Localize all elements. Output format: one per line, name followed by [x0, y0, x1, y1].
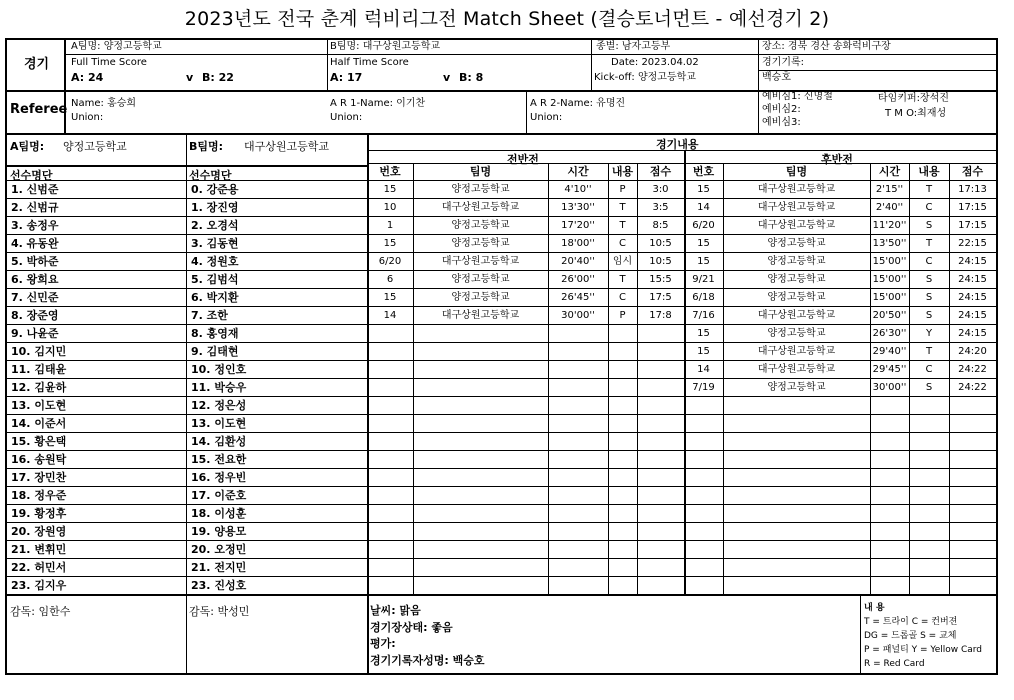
second-half-event-type: T — [925, 238, 933, 249]
team-a-player: 6. 왕희요 — [11, 273, 59, 286]
second-half-event-score: 24:15 — [958, 328, 987, 339]
second-half-col-header: 팀명 — [785, 165, 808, 178]
ar2-union: Union: — [530, 112, 563, 123]
team-b-player: 4. 정원호 — [191, 255, 239, 268]
second-half-event-no: 7/16 — [692, 310, 715, 321]
second-half-event-team: 대구상원고등학교 — [757, 346, 836, 357]
team-b-player: 20. 오정민 — [191, 543, 247, 556]
half-time-a: A: 17 — [330, 71, 363, 84]
first-half-event-type: P — [619, 184, 626, 195]
team-a-player: 4. 유동완 — [11, 237, 59, 250]
team-a-player: 15. 황은택 — [11, 435, 67, 448]
second-half-event-type: C — [925, 364, 933, 375]
match-sheet — [5, 38, 998, 675]
second-half-event-score: 24:15 — [958, 292, 987, 303]
second-half-event-no: 15 — [697, 328, 710, 339]
team-b-player: 13. 이도현 — [191, 417, 247, 430]
second-half-event-no: 6/18 — [692, 292, 715, 303]
team-a-player: 11. 김태윤 — [11, 363, 67, 376]
second-half-event-time: 20'50'' — [872, 310, 907, 321]
team-a-player: 12. 김윤하 — [11, 381, 67, 394]
category-label: 종별: 남자고등부 — [596, 41, 671, 52]
second-half-event-time: 29'45'' — [872, 364, 907, 375]
team-a-player: 7. 신민준 — [11, 291, 59, 304]
first-half-event-team: 양정고등학교 — [451, 238, 510, 249]
first-half-event-time: 26'45'' — [561, 292, 595, 303]
half-time-label: Half Time Score — [330, 57, 409, 68]
first-half-event-team: 대구상원고등학교 — [441, 256, 520, 267]
legend-line: DG = 드롭골 S = 교체 — [864, 631, 957, 641]
second-half-event-time: 13'50'' — [872, 238, 907, 249]
team-b-player: 23. 진성호 — [191, 579, 247, 592]
team-a-player: 8. 장준영 — [11, 309, 59, 322]
second-half-event-type: T — [925, 346, 933, 357]
first-half-col-header: 내용 — [611, 165, 634, 178]
second-half-event-time: 30'00'' — [872, 382, 907, 393]
team-b-player: 15. 전요한 — [191, 453, 247, 466]
recorder-name: 경기기록자성명: 백승호 — [370, 654, 485, 667]
second-half-header: 후반전 — [821, 153, 853, 166]
second-half-event-score: 24:20 — [958, 346, 987, 357]
referee-union: Union: — [71, 112, 104, 123]
second-half-event-type: C — [925, 202, 933, 213]
team-a-player: 10. 김지민 — [11, 345, 67, 358]
first-half-event-score: 8:5 — [652, 220, 669, 231]
ar1-union: Union: — [330, 112, 363, 123]
second-half-event-type: S — [925, 382, 933, 393]
first-half-event-score: 17:5 — [649, 292, 672, 303]
team-a-player: 23. 김지우 — [11, 579, 67, 592]
second-half-event-no: 14 — [697, 364, 710, 375]
team-b-roster-header: 선수명단 — [189, 169, 232, 182]
second-half-event-team: 대구상원고등학교 — [757, 184, 836, 195]
second-half-event-score: 17:13 — [958, 184, 987, 195]
match-date: Date: 2023.04.02 — [611, 57, 699, 68]
team-b-player: 7. 조한 — [191, 309, 228, 322]
first-half-event-time: 4'10'' — [564, 184, 592, 195]
weather: 날씨: 맑음 — [370, 604, 421, 617]
legend-title: 내 용 — [864, 603, 885, 613]
team-a-header-name: 양정고등학교 — [63, 140, 127, 153]
first-half-event-no: 6 — [386, 274, 394, 285]
team-a-player: 5. 박하준 — [11, 255, 59, 268]
team-a-label: A팀명: 양정고등학교 — [71, 41, 162, 52]
second-half-event-score: 24:22 — [958, 364, 987, 375]
second-half-event-no: 6/20 — [692, 220, 715, 231]
timekeeper: 타임키퍼:장석진 — [878, 93, 949, 104]
legend-line: P = 패널티 Y = Yellow Card — [864, 645, 983, 655]
record-name: 백승호 — [762, 72, 791, 83]
first-half-event-type: C — [619, 238, 626, 249]
second-half-event-score: 17:15 — [958, 202, 987, 213]
second-half-event-no: 15 — [697, 346, 710, 357]
full-time-a: A: 24 — [71, 71, 104, 84]
second-half-event-team: 양정고등학교 — [767, 238, 826, 249]
team-b-player: 8. 홍영재 — [191, 327, 239, 340]
first-half-event-no: 1 — [386, 220, 394, 231]
tmo: T M O:최재성 — [885, 108, 947, 119]
team-a-player: 14. 이준서 — [11, 417, 67, 430]
second-half-event-no: 7/19 — [692, 382, 715, 393]
first-half-event-time: 17'20'' — [561, 220, 595, 231]
first-half-event-type: T — [619, 202, 626, 213]
reserve-referee-2: 예비심2: — [762, 104, 801, 115]
second-half-event-score: 17:15 — [958, 220, 987, 231]
team-b-player: 19. 양용모 — [191, 525, 247, 538]
second-half-event-no: 15 — [697, 238, 710, 249]
reserve-referee-3: 예비심3: — [762, 117, 801, 128]
coach-b: 감독: 박성민 — [189, 605, 250, 618]
team-b-header-name: 대구상원고등학교 — [244, 140, 330, 153]
full-time-label: Full Time Score — [71, 57, 147, 68]
second-half-event-time: 26'30'' — [872, 328, 907, 339]
team-a-player: 2. 신범규 — [11, 201, 59, 214]
second-half-event-team: 대구상원고등학교 — [757, 310, 836, 321]
first-half-event-score: 17:8 — [649, 310, 672, 321]
coach-a: 감독: 임한수 — [10, 605, 71, 618]
team-b-player: 2. 오경석 — [191, 219, 239, 232]
second-half-event-no: 15 — [697, 184, 710, 195]
second-half-event-type: S — [925, 220, 933, 231]
first-half-event-type: 임시 — [612, 256, 633, 267]
first-half-event-time: 13'30'' — [561, 202, 595, 213]
first-half-event-no: 15 — [383, 238, 397, 249]
team-b-player: 14. 김환성 — [191, 435, 247, 448]
second-half-col-header: 번호 — [692, 165, 715, 178]
second-half-event-no: 15 — [697, 256, 710, 267]
team-b-player: 17. 이준호 — [191, 489, 247, 502]
second-half-event-type: S — [925, 310, 933, 321]
first-half-event-no: 6/20 — [378, 256, 402, 267]
second-half-event-score: 24:15 — [958, 256, 987, 267]
second-half-event-score: 24:15 — [958, 310, 987, 321]
second-half-event-type: S — [925, 292, 933, 303]
half-time-b: B: 8 — [459, 71, 484, 84]
first-half-event-time: 18'00'' — [561, 238, 595, 249]
second-half-event-team: 대구상원고등학교 — [757, 364, 836, 375]
team-a-player: 3. 송정우 — [11, 219, 59, 232]
team-b-player: 9. 김태현 — [191, 345, 239, 358]
first-half-event-type: C — [619, 292, 626, 303]
team-b-label: B팀명: 대구상원고등학교 — [330, 41, 441, 52]
second-half-event-score: 24:15 — [958, 274, 987, 285]
second-half-event-time: 2'40'' — [875, 202, 904, 213]
first-half-event-score: 3:0 — [652, 184, 669, 195]
first-half-event-time: 20'40'' — [561, 256, 595, 267]
first-half-event-type: P — [619, 310, 626, 321]
team-a-player: 17. 장민찬 — [11, 471, 67, 484]
ar1-name: A R 1-Name: 이기찬 — [330, 98, 426, 109]
second-half-event-team: 양정고등학교 — [767, 292, 826, 303]
second-half-event-team: 대구상원고등학교 — [757, 220, 836, 231]
first-half-header: 전반전 — [507, 153, 539, 166]
team-a-player: 1. 신범준 — [11, 183, 59, 196]
first-half-col-header: 시간 — [567, 165, 589, 178]
team-b-player: 6. 박지환 — [191, 291, 239, 304]
team-a-roster-header: 선수명단 — [10, 169, 53, 182]
second-half-event-type: S — [925, 274, 933, 285]
team-b-player: 3. 김동현 — [191, 237, 239, 250]
first-half-event-type: T — [619, 220, 626, 231]
team-b-player: 21. 전지민 — [191, 561, 247, 574]
second-half-col-header: 내용 — [918, 165, 940, 178]
first-half-event-type: T — [619, 274, 626, 285]
match-content-header: 경기내용 — [656, 138, 699, 151]
second-half-event-team: 양정고등학교 — [767, 382, 826, 393]
team-a-player: 13. 이도현 — [11, 399, 67, 412]
second-half-event-time: 29'40'' — [872, 346, 907, 357]
team-a-player: 16. 송원탁 — [11, 453, 67, 466]
first-half-event-time: 26'00'' — [561, 274, 595, 285]
ar2-name: A R 2-Name: 유명진 — [530, 98, 626, 109]
first-half-event-no: 15 — [383, 292, 397, 303]
second-half-event-no: 9/21 — [692, 274, 715, 285]
first-half-event-team: 대구상원고등학교 — [441, 310, 520, 321]
referee-label: Referee — [10, 102, 68, 117]
full-time-v: v — [186, 71, 194, 84]
second-half-event-type: C — [925, 256, 933, 267]
second-half-event-team: 양정고등학교 — [767, 274, 826, 285]
team-a-header-label: A팀명: — [10, 140, 45, 153]
team-a-player: 9. 나윤준 — [11, 327, 59, 340]
first-half-event-team: 양정고등학교 — [451, 274, 510, 285]
team-b-player: 11. 박승우 — [191, 381, 247, 394]
team-b-player: 0. 강준용 — [191, 183, 239, 196]
team-a-player: 19. 황정후 — [11, 507, 67, 520]
first-half-event-score: 10:5 — [649, 238, 672, 249]
half-time-v: v — [443, 71, 451, 84]
legend-line: T = 트라이 C = 컨버젼 — [864, 617, 958, 627]
first-half-event-no: 15 — [383, 184, 397, 195]
second-half-event-score: 22:15 — [958, 238, 987, 249]
team-a-player: 22. 허민서 — [11, 561, 67, 574]
second-half-event-team: 양정고등학교 — [767, 256, 826, 267]
record-label: 경기기록: — [762, 57, 805, 68]
ground-condition: 경기장상태: 좋음 — [370, 621, 453, 634]
first-half-event-no: 14 — [383, 310, 397, 321]
second-half-event-type: T — [925, 184, 933, 195]
first-half-event-no: 10 — [383, 202, 397, 213]
evaluation: 평가: — [370, 637, 396, 650]
full-time-b: B: 22 — [202, 71, 234, 84]
second-half-event-time: 2'15'' — [875, 184, 904, 195]
first-half-event-time: 30'00'' — [561, 310, 595, 321]
first-half-event-score: 15:5 — [649, 274, 672, 285]
first-half-col-header: 번호 — [379, 165, 401, 178]
team-b-player: 16. 정우빈 — [191, 471, 247, 484]
team-a-player: 20. 장원영 — [11, 525, 67, 538]
second-half-event-team: 대구상원고등학교 — [757, 202, 836, 213]
second-half-event-time: 15'00'' — [872, 274, 907, 285]
team-a-player: 21. 변휘민 — [11, 543, 67, 556]
first-half-event-team: 양정고등학교 — [451, 220, 510, 231]
first-half-event-score: 10:5 — [649, 256, 672, 267]
second-half-col-header: 점수 — [961, 165, 984, 178]
team-b-player: 18. 이성훈 — [191, 507, 247, 520]
second-half-event-time: 15'00'' — [872, 292, 907, 303]
team-a-player: 18. 정우준 — [11, 489, 67, 502]
second-half-event-type: Y — [925, 328, 933, 339]
team-b-player: 12. 정은성 — [191, 399, 247, 412]
second-half-event-time: 11'20'' — [872, 220, 907, 231]
second-half-event-time: 15'00'' — [872, 256, 907, 267]
page-title: 2023년도 전국 춘계 럭비리그전 Match Sheet (결승토너먼트 - 예선경기 2) — [184, 8, 830, 30]
team-b-player: 5. 김범석 — [191, 273, 239, 286]
second-half-event-score: 24:22 — [958, 382, 987, 393]
referee-name: Name: 홍승희 — [71, 98, 137, 109]
second-half-col-header: 시간 — [878, 165, 901, 178]
team-b-header-label: B팀명: — [189, 140, 224, 153]
first-half-event-team: 양정고등학교 — [451, 184, 510, 195]
kickoff-team: Kick-off: 양정고등학교 — [594, 72, 696, 83]
reserve-referee-1: 예비심1: 신명철 — [762, 91, 833, 102]
first-half-event-score: 3:5 — [652, 202, 669, 213]
team-b-player: 10. 정인호 — [191, 363, 247, 376]
second-half-event-team: 양정고등학교 — [767, 328, 826, 339]
first-half-col-header: 점수 — [649, 165, 672, 178]
first-half-col-header: 팀명 — [469, 165, 492, 178]
second-half-event-no: 14 — [697, 202, 710, 213]
legend-line: R = Red Card — [864, 659, 925, 669]
venue-label: 장소: 경북 경산 송화럭비구장 — [762, 41, 891, 52]
first-half-event-team: 대구상원고등학교 — [441, 202, 520, 213]
game-label: 경기 — [24, 57, 50, 72]
team-b-player: 1. 장진영 — [191, 201, 239, 214]
first-half-event-team: 양정고등학교 — [451, 292, 510, 303]
